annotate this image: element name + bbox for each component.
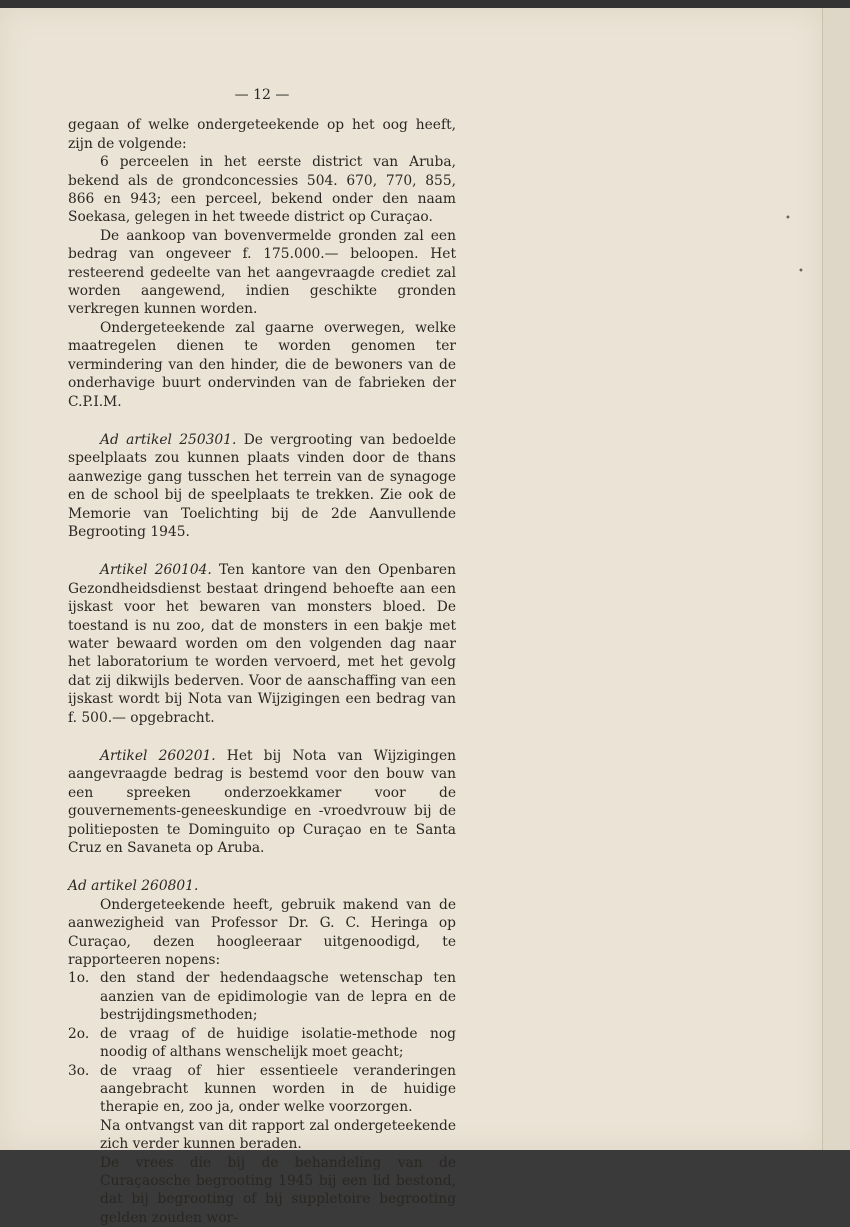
speck-mark: •	[785, 213, 791, 224]
top-border	[0, 0, 850, 8]
paragraph: 6 perceelen in het eerste district van Aruba, bekend als de grondconcessies 504. 670, 770, 855, 866 en 943; een perceel, bekend onder den naam Soekasa, gelegen in het tweede district op Curaçao.	[68, 154, 456, 226]
document-text	[68, 86, 456, 1227]
paragraph: Ondergeteekende heeft, gebruik makend van de aanwezigheid van Professor Dr. G. C. Heringa op Curaçao, dezen hoogleeraar uitgenoodigd, te rapporteeren nopens:	[68, 896, 456, 969]
paragraph: Na ontvangst van dit rapport zal ondergeteekende zich verder kunnen beraden.	[100, 1117, 456, 1153]
paragraph: De aankoop van bovenvermelde gronden zal een bedrag van ongeveer f. 175.000.— beloopen. Het resteerend gedeelte van het aangevraagde crediet zal worden aangewend, indien geschikte gronden verkregen kunnen worden.	[68, 227, 456, 318]
section-ad-artikel-250301	[68, 431, 456, 541]
section-body: Ten kantore van den Openbaren Gezondheidsdienst bestaat dringend behoefte aan een ijskast voor het bewaren van monsters bloed. De toestand is nu zoo, dat de monsters in een bakje met water bewaard worden om den volgenden dag naar het laboratorium te worden vervoerd, met het gevolg dat zij dikwijls bederven. Voor de aanschaffing van een ijskast wordt bij Nota van Wijzigingen een bedrag van f. 500.— opgebracht.	[68, 562, 456, 726]
list-number: 2o.	[68, 1025, 90, 1042]
section-heading: Ad artikel 250301.	[100, 431, 237, 448]
section-body: Het bij Nota van Wijzigingen aangevraagde bedrag is bestemd voor den bouw van een spreeken onderzoekkamer voor de gouvernements-geneeskundige en -vroedvrouw bij de politieposten te Dominguito op Curaçao en te Santa Cruz en Savaneta op Aruba.	[68, 748, 456, 857]
list-text: de vraag of de huidige isolatie-methode nog noodig of althans wenschelijk moet geacht;	[100, 1025, 456, 1061]
speck-mark: •	[798, 266, 804, 277]
section-artikel-260201	[68, 747, 456, 857]
paragraph: gegaan of welke ondergeteekende op het oog heeft, zijn de volgende:	[68, 117, 456, 152]
list-number: 3o.	[68, 1062, 90, 1079]
list-item	[68, 1062, 456, 1117]
section-artikel-260104	[68, 561, 456, 727]
adjacent-page-edge	[822, 8, 850, 1150]
list-item	[68, 1025, 456, 1062]
list-item	[68, 969, 456, 1024]
list-number: 1o.	[68, 970, 90, 987]
paragraph: Ondergeteekende zal gaarne overwegen, welke maatregelen dienen te worden genomen ter vermindering van den hinder, die de bewoners van de onderhavige buurt ondervinden van de fabrieken der C.P.I.M.	[68, 319, 456, 410]
section-heading-260801	[68, 877, 456, 895]
section-body: De vergrooting van bedoelde speelplaats zou kunnen plaats vinden door de thans aanwezige gang tusschen het terrein van de synagoge en de school bij de speelplaats te trekken. Zie ook de Memorie van Toelichting bij de 2de Aanvullende Begrooting 1945.	[68, 431, 456, 540]
list-text: de vraag of hier essentieele veranderingen aangebracht kunnen worden in de huidige therapie en, zoo ja, onder welke voorzorgen.	[100, 1062, 456, 1116]
section-heading: Artikel 260104.	[100, 562, 212, 579]
section-heading: Ad artikel 260801.	[68, 878, 199, 895]
page-number: — 12 —	[234, 87, 290, 103]
section-heading: Artikel 260201.	[100, 748, 216, 764]
paragraph: De vrees die bij de behandeling van de Curaçaosche begrooting 1945 bij een lid bestond, dat bij begrooting of bij suppletoire begrooting gelden zouden wor-	[100, 1154, 456, 1226]
list-text: den stand der hedendaagsche wetenschap ten aanzien van de epidimologie van de lepra en de bestrijdingsmethoden;	[100, 970, 456, 1024]
